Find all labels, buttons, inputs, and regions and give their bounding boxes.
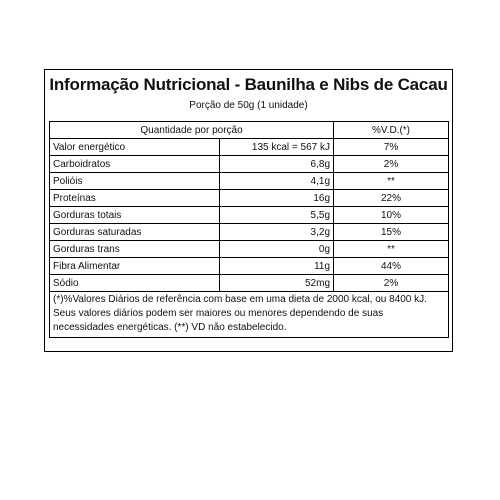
nutrition-table: [49, 121, 449, 338]
table-row: [50, 241, 449, 258]
nutrient-vd: 22%: [334, 190, 449, 207]
nutrient-value: 52mg: [220, 275, 334, 292]
table-row: [50, 190, 449, 207]
nutrient-vd: 44%: [334, 258, 449, 275]
nutrient-name: Gorduras totais: [50, 207, 220, 224]
table-row: [50, 156, 449, 173]
nutrient-value: 16g: [220, 190, 334, 207]
footnote-row: [50, 292, 449, 338]
nutrient-vd: 15%: [334, 224, 449, 241]
nutrient-name: Sódio: [50, 275, 220, 292]
nutrient-name: Proteínas: [50, 190, 220, 207]
table-row: [50, 258, 449, 275]
nutrition-label: [44, 69, 453, 352]
nutrient-name: Polióis: [50, 173, 220, 190]
nutrient-name: Gorduras trans: [50, 241, 220, 258]
nutrient-value: 5,5g: [220, 207, 334, 224]
nutrient-vd: 2%: [334, 275, 449, 292]
nutrient-vd: 7%: [334, 139, 449, 156]
table-row: [50, 173, 449, 190]
nutrient-value: 0g: [220, 241, 334, 258]
nutrient-name: Valor energético: [50, 139, 220, 156]
nutrient-value: 3,2g: [220, 224, 334, 241]
nutrient-value: 4,1g: [220, 173, 334, 190]
nutrient-vd: **: [334, 241, 449, 258]
nutrient-value: 6,8g: [220, 156, 334, 173]
table-header-row: [50, 122, 449, 139]
footnote-text: (*)%Valores Diários de referência com base em uma dieta de 2000 kcal, ou 8400 kJ. Seus valores diários podem ser maiores ou menores dependendo de suas necessidades energéticas. (**) VD não estabelecido.: [50, 292, 449, 338]
nutrient-vd: 10%: [334, 207, 449, 224]
table-row: [50, 139, 449, 156]
table-row: [50, 224, 449, 241]
nutrient-value: 135 kcal = 567 kJ: [220, 139, 334, 156]
portion-size: Porção de 50g (1 unidade): [189, 100, 308, 111]
header-vd: %V.D.(*): [334, 122, 449, 139]
table-row: [50, 207, 449, 224]
nutrient-vd: **: [334, 173, 449, 190]
nutrient-name: Gorduras saturadas: [50, 224, 220, 241]
label-title: Informação Nutricional - Baunilha e Nibs de Cacau: [49, 75, 448, 94]
nutrient-vd: 2%: [334, 156, 449, 173]
header-quantity: Quantidade por porção: [50, 122, 334, 139]
nutrient-value: 11g: [220, 258, 334, 275]
nutrient-name: Carboidratos: [50, 156, 220, 173]
nutrient-name: Fibra Alimentar: [50, 258, 220, 275]
table-row: [50, 275, 449, 292]
